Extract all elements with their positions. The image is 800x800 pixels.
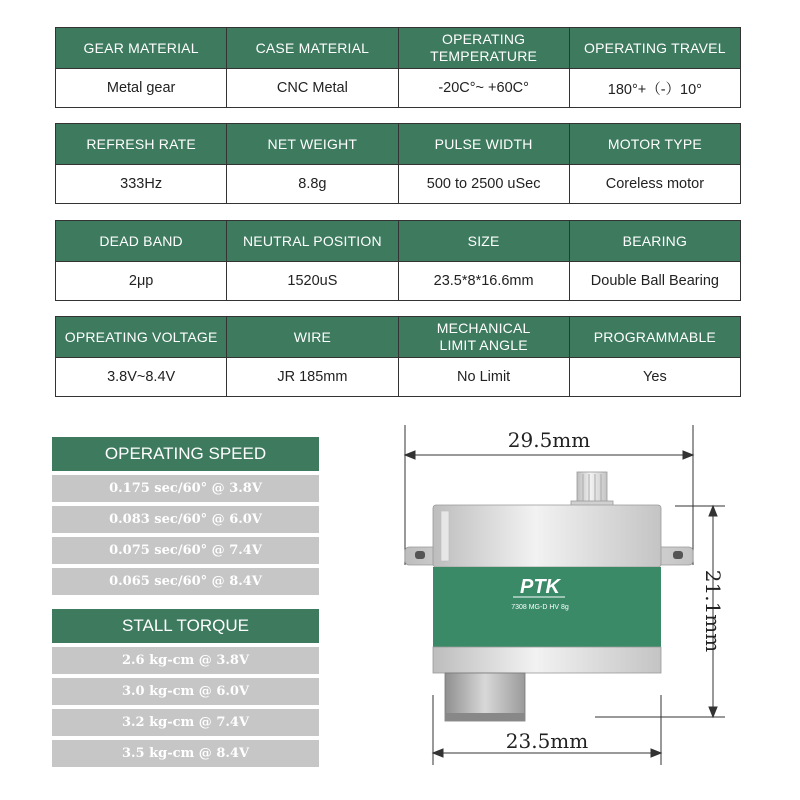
speed-row: 0.075 sec/60° @ 7.4V [52, 537, 319, 564]
torque-row: 3.5 kg-cm @ 8.4V [52, 740, 319, 767]
spec-value-cell: 1520uS [227, 262, 398, 301]
spec-value-row [56, 358, 741, 397]
spec-value-cell: Coreless motor [569, 165, 740, 204]
spec-value-cell: 500 to 2500 uSec [398, 165, 569, 204]
brand-logo: PTK [520, 576, 560, 598]
spec-header-cell: OPREATING VOLTAGE [56, 317, 227, 358]
stall-torque-panel [52, 609, 319, 771]
speed-row: 0.065 sec/60° @ 8.4V [52, 568, 319, 595]
spec-header-cell: OPERATING TEMPERATURE [398, 28, 569, 69]
spec-table-2 [55, 123, 741, 204]
operating-speed-panel [52, 437, 319, 599]
stall-torque-title: STALL TORQUE [52, 609, 319, 643]
spec-header-cell: PROGRAMMABLE [569, 317, 740, 358]
spec-value-cell: 180°+（-）10° [569, 69, 740, 108]
spec-value-cell: CNC Metal [227, 69, 398, 108]
spec-value-row [56, 262, 741, 301]
spec-header-cell: REFRESH RATE [56, 124, 227, 165]
width-dimension-label: 29.5mm [507, 428, 591, 452]
spec-value-cell: Metal gear [56, 69, 227, 108]
spec-value-cell: No Limit [398, 358, 569, 397]
servo-dimension-drawing [395, 415, 735, 775]
lower-case-icon [433, 647, 661, 673]
spec-table-4 [55, 316, 741, 397]
model-label: 7308 MG-D HV 8g [511, 604, 569, 611]
spec-header-cell: PULSE WIDTH [398, 124, 569, 165]
spec-table-1 [55, 27, 741, 108]
spec-value-cell: 8.8g [227, 165, 398, 204]
height-dimension-label: 21.1mm [701, 569, 725, 653]
spec-value-cell: 333Hz [56, 165, 227, 204]
torque-row: 3.0 kg-cm @ 6.0V [52, 678, 319, 705]
spec-value-cell: Double Ball Bearing [569, 262, 740, 301]
output-shaft-icon [571, 472, 613, 507]
motor-can-icon [445, 673, 525, 721]
speed-row: 0.175 sec/60° @ 3.8V [52, 475, 319, 502]
spec-value-cell: 2μp [56, 262, 227, 301]
spec-header-row [56, 317, 741, 358]
torque-row: 2.6 kg-cm @ 3.8V [52, 647, 319, 674]
spec-header-row [56, 221, 741, 262]
spec-header-cell: WIRE [227, 317, 398, 358]
spec-header-cell: MOTOR TYPE [569, 124, 740, 165]
spec-header-row [56, 28, 741, 69]
spec-table-3 [55, 220, 741, 301]
spec-header-cell: MECHANICAL LIMIT ANGLE [398, 317, 569, 358]
spec-header-cell: OPERATING TRAVEL [569, 28, 740, 69]
body-dimension-label: 23.5mm [505, 729, 589, 753]
torque-row: 3.2 kg-cm @ 7.4V [52, 709, 319, 736]
spec-header-cell: GEAR MATERIAL [56, 28, 227, 69]
spec-header-row [56, 124, 741, 165]
spec-header-cell: BEARING [569, 221, 740, 262]
spec-value-cell: -20C°~ +60C° [398, 69, 569, 108]
upper-case-icon [433, 505, 661, 567]
spec-header-cell: CASE MATERIAL [227, 28, 398, 69]
speed-row: 0.083 sec/60° @ 6.0V [52, 506, 319, 533]
spec-value-row [56, 69, 741, 108]
spec-value-cell: JR 185mm [227, 358, 398, 397]
spec-value-row [56, 165, 741, 204]
spec-value-cell: 23.5*8*16.6mm [398, 262, 569, 301]
spec-header-cell: NEUTRAL POSITION [227, 221, 398, 262]
operating-speed-title: OPERATING SPEED [52, 437, 319, 471]
spec-header-cell: SIZE [398, 221, 569, 262]
spec-header-cell: NET WEIGHT [227, 124, 398, 165]
spec-value-cell: 3.8V~8.4V [56, 358, 227, 397]
spec-value-cell: Yes [569, 358, 740, 397]
spec-header-cell: DEAD BAND [56, 221, 227, 262]
